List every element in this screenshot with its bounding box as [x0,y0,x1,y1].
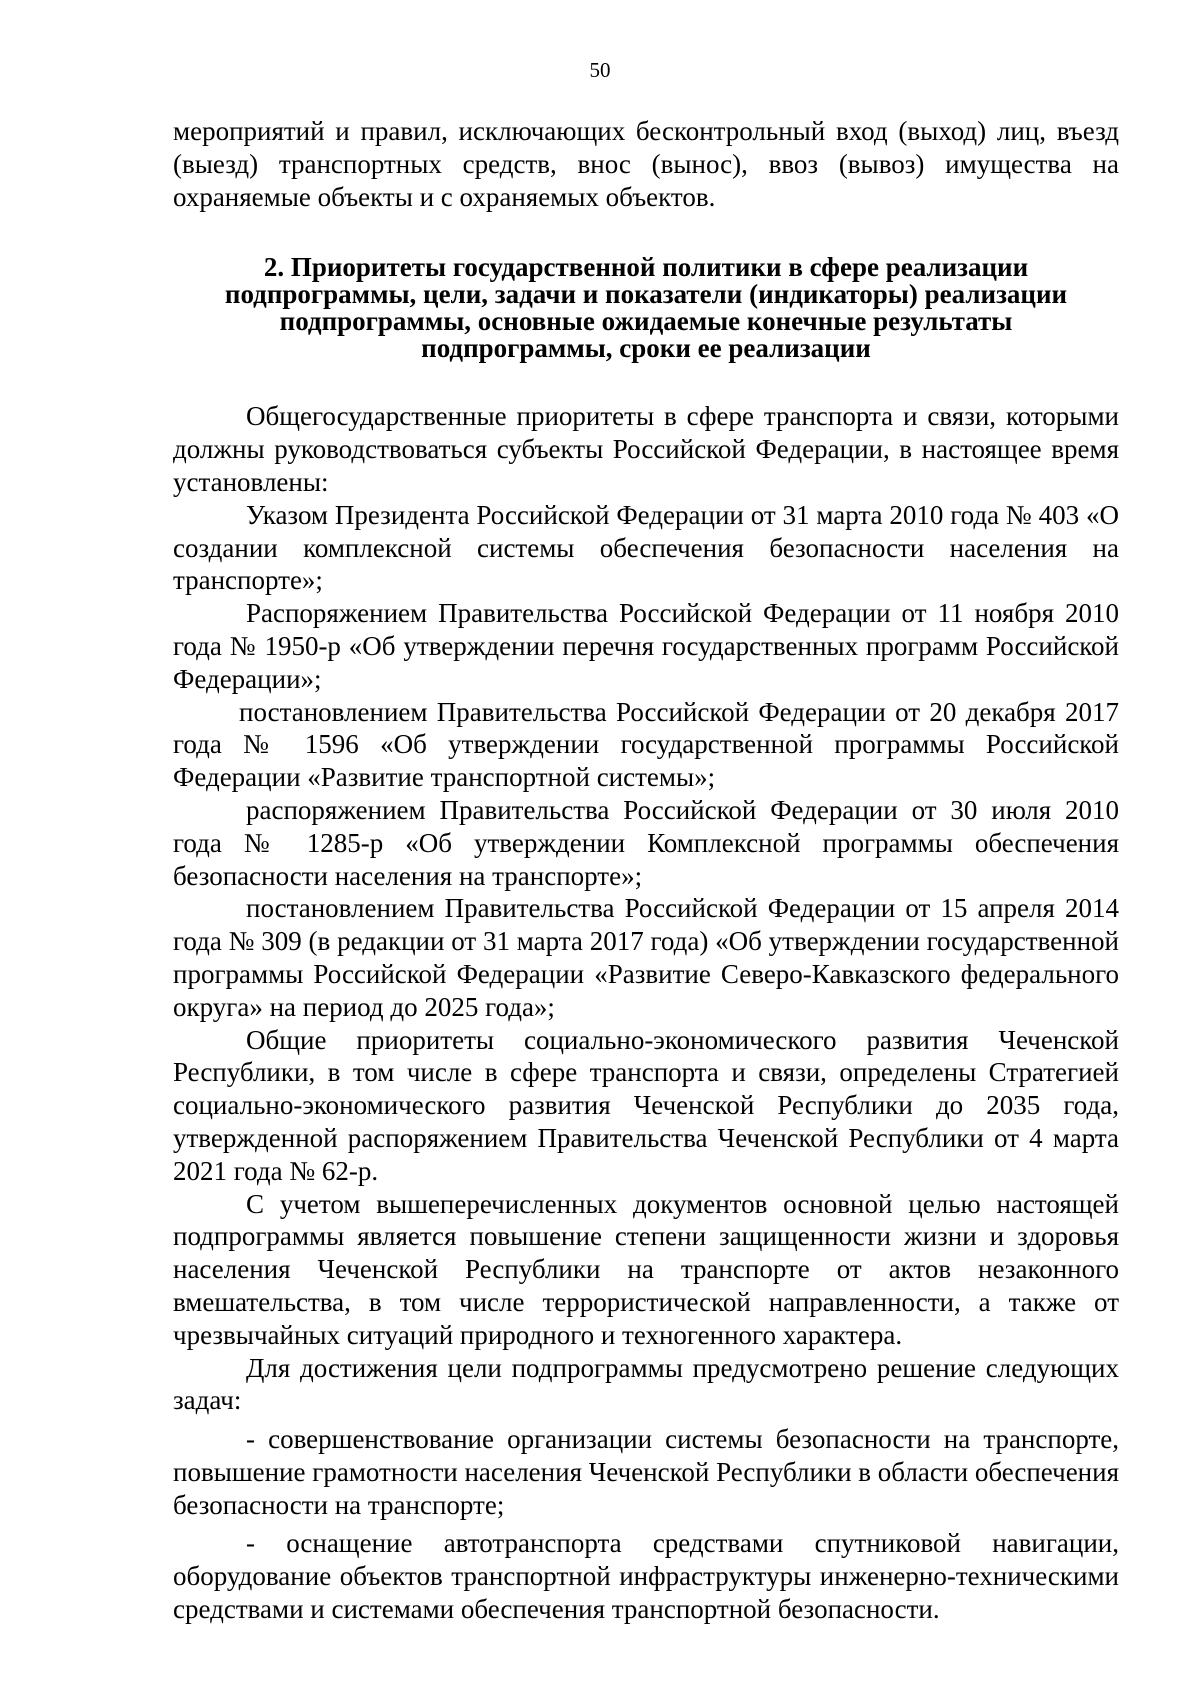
paragraph-order-1285: распоряжением Правительства Российской Федерации от 30 июля 2010 года № 1285-р «Об утверждении Комплексной программы обеспечения безопасности населения на транспорте»; [173,794,1119,891]
section-heading-line: подпрограммы, сроки ее реализации [421,333,871,364]
paragraph-regional-strategy: Общие приоритеты социально-экономического развития Чеченской Республики, в том числе в сфере транспорта и связи, определены Стратегией социально-экономического развития Чеченской Республики до 2035 года, утвержденной распоряжением Правительства Чеченской Республики от 4 марта 2021 года № 62-р. [173,1024,1119,1186]
intro-paragraph: мероприятий и правил, исключающих бесконтрольный вход (выход) лиц, въезд (выезд) транспортных средств, внос (вынос), ввоз (вывоз) имущества на охраняемые объекты и с охраняемых объектов. [173,116,1119,212]
paragraph-priorities-intro: Общегосударственные приоритеты в сфере транспорта и связи, которыми должны руководствоваться субъекты Российской Федерации, в настоящее время установлены: [173,401,1119,497]
section-heading [173,254,1119,362]
paragraph-resolution-1596: постановлением Правительства Российской Федерации от 20 декабря 2017 года № 1596 «Об утверждении государственной программы Российской Федерации «Развитие транспортной системы»; [173,696,1119,793]
paragraph-subprogram-goal: С учетом вышеперечисленных документов основной целью настоящей подпрограммы является повышение степени защищенности жизни и здоровья населения Чеченской Республики на транспорте от актов незаконного вмешательства, в том числе террористической направленности, а также от чрезвычайных ситуаций природного и техногенного характера. [173,1188,1119,1350]
list-item-task-2: - оснащение автотранспорта средствами спутниковой навигации, оборудование объектов транспортной инфраструктуры инженерно-техническими средствами и системами обеспечения транспортной безопасности. [173,1528,1119,1625]
page-number: 50 [589,58,611,82]
list-item-task-1: - совершенствование организации системы безопасности на транспорте, повышение грамотности населения Чеченской Республики в области обеспечения безопасности на транспорте; [173,1424,1119,1520]
section-heading-line: подпрограммы, цели, задачи и показатели (индикаторы) реализации [224,279,1068,310]
paragraph-tasks-intro: Для достижения цели подпрограммы предусмотрено решение следующих задач: [173,1352,1119,1416]
section-heading-line: 2. Приоритеты государственной политики в сфере реализации [263,252,1029,283]
section-heading-line: подпрограммы, основные ожидаемые конечные результаты [279,306,1013,337]
document-body [173,115,1119,1626]
paragraph-order-1950: Распоряжением Правительства Российской Федерации от 11 ноября 2010 года № 1950-р «Об утверждении перечня государственных программ Российской Федерации»; [173,598,1119,694]
paragraph-resolution-309: постановлением Правительства Российской Федерации от 15 апреля 2014 года № 309 (в редакции от 31 марта 2017 года) «Об утверждении государственной программы Российской Федерации «Развитие Северо-Кавказского федерального округа» на период до 2025 года»; [173,893,1119,1022]
paragraph-presidential-decree: Указом Президента Российской Федерации от 31 марта 2010 года № 403 «О создании комплексной системы обеспечения безопасности населения на транспорте»; [173,499,1119,596]
